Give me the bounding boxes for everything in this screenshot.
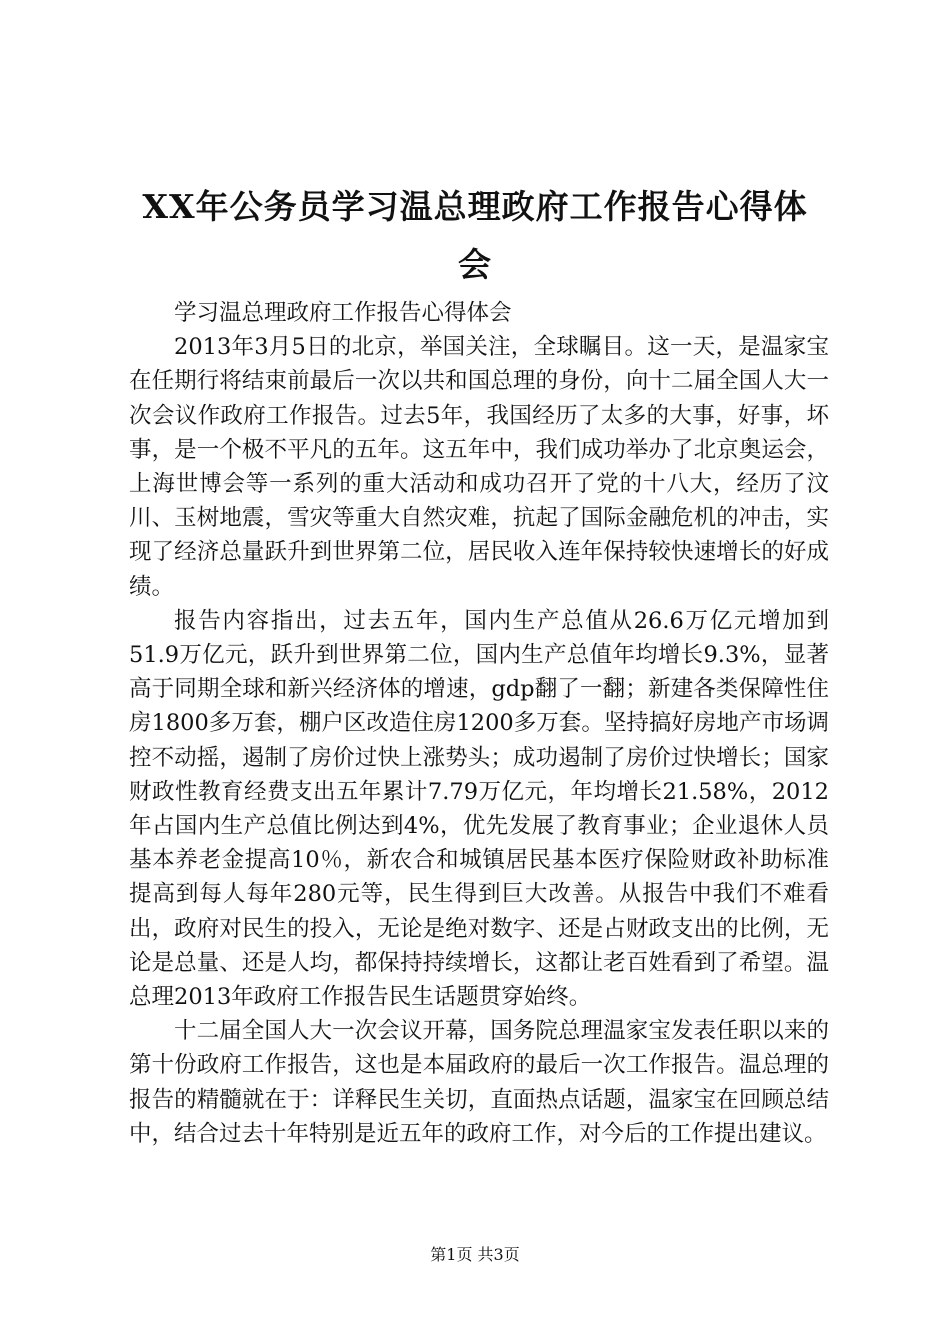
title-line-2: 会 xyxy=(458,245,492,284)
paragraph: 2013年3月5日的北京，举国关注，全球瞩目。这一天，是温家宝在任期行将结束前最后一次以共和国总理的身份，向十二届全国人大一次会议作政府工作报告。过去5年，我国经历了太多的大事，好事，坏事，是一个极不平凡的五年。这五年中，我们成功举办了北京奥运会，上海世博会等一系列的重大活动和成功召开了党的十八大，经历了汶川、玉树地震，雪灾等重大自然灾难，抗起了国际金融危机的冲击，实现了经济总量跃升到世界第二位，居民收入连年保持较快速增长的好成绩。 xyxy=(129,334,829,600)
title-line-1: XX年公务员学习温总理政府工作报告心得体 xyxy=(142,187,808,226)
document-title xyxy=(125,178,825,294)
paragraph: 十二届全国人大一次会议开幕，国务院总理温家宝发表任职以来的第十份政府工作报告，这也是本届政府的最后一次工作报告。温总理的报告的精髓就在于：详释民生关切，直面热点话题，温家宝在回顾总结中，结合过去十年特别是近五年的政府工作，对今后的工作提出建议。 xyxy=(129,1018,829,1147)
paragraph-subtitle: 学习温总理政府工作报告心得体会 xyxy=(174,300,512,326)
page-footer: 第1页 共3页 xyxy=(430,1245,520,1264)
paragraph: 报告内容指出，过去五年，国内生产总值从26.6万亿元增加到51.9万亿元，跃升到世界第二位，国内生产总值年均增长9.3%，显著高于同期全球和新兴经济体的增速，gdp翻了一翻；新建各类保障性住房1800多万套，棚户区改造住房1200多万套。坚持搞好房地产市场调控不动摇，遏制了房价过快上涨势头；成功遏制了房价过快增长；国家财政性教育经费支出五年累计7.79万亿元，年均增长21.58%，2012年占国内生产总值比例达到4%，优先发展了教育事业；企业退休人员基本养老金提高10％，新农合和城镇居民基本医疗保险财政补助标准提高到每人每年280元等，民生得到巨大改善。从报告中我们不难看出，政府对民生的投入，无论是绝对数字、还是占财政支出的比例，无论是总量、还是人均，都保持持续增长，这都让老百姓看到了希望。温总理2013年政府工作报告民生话题贯穿始终。 xyxy=(129,607,829,1011)
document-body xyxy=(129,296,829,1151)
